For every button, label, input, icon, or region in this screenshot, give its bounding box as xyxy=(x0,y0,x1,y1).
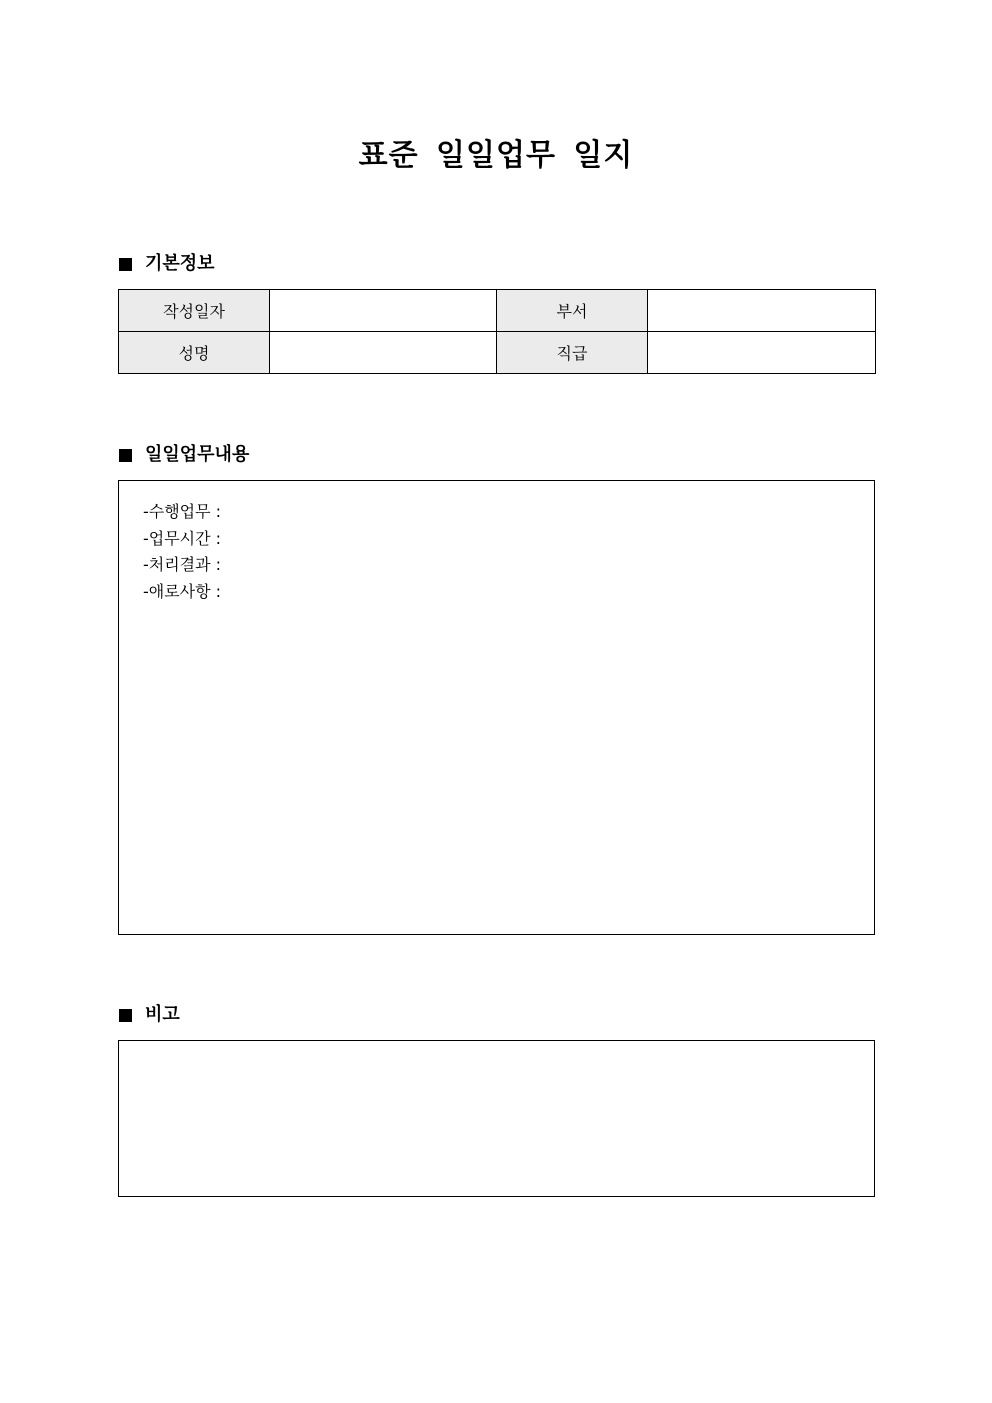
table-row xyxy=(119,290,876,332)
position-field[interactable] xyxy=(648,332,876,374)
date-label: 작성일자 xyxy=(119,290,270,332)
date-field[interactable] xyxy=(270,290,497,332)
result-line: -처리결과 : xyxy=(143,555,222,574)
daily-work-lines xyxy=(143,499,221,605)
department-label: 부서 xyxy=(497,290,648,332)
basic-info-table xyxy=(118,289,876,374)
basic-info-heading xyxy=(119,252,215,276)
name-label: 성명 xyxy=(119,332,270,374)
name-field[interactable] xyxy=(270,332,497,374)
position-label: 직급 xyxy=(497,332,648,374)
square-bullet-icon xyxy=(119,258,132,271)
square-bullet-icon xyxy=(119,449,132,462)
remarks-content-box[interactable] xyxy=(118,1040,875,1197)
square-bullet-icon xyxy=(119,1009,132,1022)
table-row xyxy=(119,332,876,374)
department-field[interactable] xyxy=(648,290,876,332)
basic-info-heading-text: 기본정보 xyxy=(145,253,215,274)
difficulties-line: -애로사항 : xyxy=(143,581,222,601)
remarks-heading-text: 비고 xyxy=(145,1004,180,1025)
remarks-heading xyxy=(119,1003,180,1027)
task-line: -수행업무 : xyxy=(143,502,222,521)
daily-work-content-box[interactable] xyxy=(118,480,875,935)
document-title: 표준 일일업무 일지 xyxy=(358,138,634,173)
daily-work-heading-text: 일일업무내용 xyxy=(145,444,250,465)
work-hours-line: -업무시간 : xyxy=(143,528,222,548)
daily-work-heading xyxy=(119,443,249,467)
